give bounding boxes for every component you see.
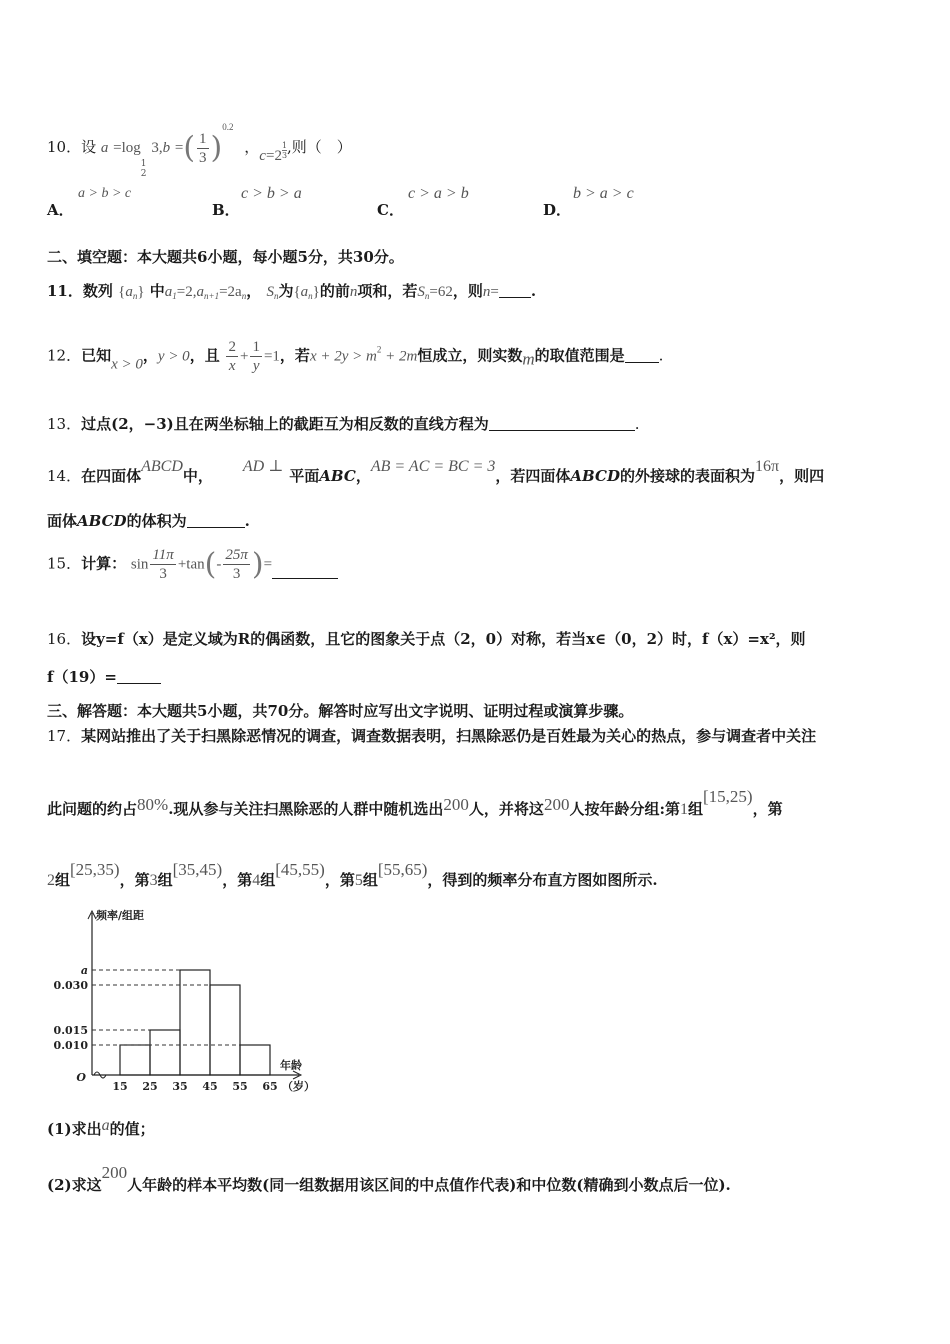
q11-n: n [349, 284, 358, 300]
q15-frac-1-den: 3 [159, 566, 167, 582]
q10-option-a-text: a > b > c [78, 186, 132, 201]
q10-comma: , [158, 140, 163, 156]
y-tick-label-1: 0.010 [53, 1039, 88, 1052]
q11-answer-blank[interactable] [499, 283, 531, 298]
q11-sn2: S [417, 284, 425, 300]
q10-lparen: ( [183, 130, 196, 166]
q14-eqs: AB = AC = BC = 3 [370, 458, 496, 475]
q14-text-9: 的体积为 [126, 512, 187, 530]
q10-option-d-label: D． [543, 201, 572, 219]
q17-l2-text-1: 此问题的约占 [47, 800, 138, 818]
histogram-bar-4 [210, 985, 240, 1075]
origin-label: O [76, 1071, 86, 1084]
q17-line-3 [47, 860, 658, 890]
q10-option-c-label: C． [377, 201, 404, 219]
q15-tan: tan [186, 556, 205, 573]
q11-number: 11． [47, 282, 83, 300]
q11-text-2: 中 [149, 282, 165, 300]
q12-cond-2: y > 0 [157, 348, 190, 365]
q13-answer-blank[interactable] [489, 416, 635, 431]
q12-frac-2-den: y [252, 358, 260, 374]
q10-frac-num: 1 [199, 130, 207, 147]
histogram-bar-1 [120, 1045, 150, 1075]
q17-line-2 [47, 787, 783, 819]
q17-sub2-text-1: 求这 [71, 1176, 102, 1194]
q10-eq: = [113, 140, 122, 156]
q17-text-1: 某网站推出了关于扫黑除恶情况的调查，调查数据表明，扫黑除恶仍是百姓最为关心的热点，参与调查者中关注 [81, 727, 817, 745]
q12-ineq-tail: + 2m [381, 348, 418, 365]
y-tick-label-4: a [80, 964, 88, 977]
q12-answer-blank[interactable] [625, 348, 659, 363]
q14-text-2: 中， [182, 467, 213, 485]
q12-text-3: ，且 [189, 346, 220, 365]
q14-line-1 [47, 456, 824, 486]
q11-an1-rhs: =2a [219, 284, 242, 300]
q10: 10．设 a =log 1 2 3,b =( $\frac{1}{3}$ )$^{0.2}$ ，c=2 $\frac{1}{3}$ ,则（ ） [47, 122, 352, 179]
q10-option-b-text: c > b > a [241, 185, 302, 202]
histogram-bar-3 [180, 970, 210, 1075]
q14-text-3: 平面 [289, 467, 320, 485]
q17-l2-text-2: .现从参与关注扫黑除恶的人群中随机选出 [168, 800, 444, 818]
q11-text-1: 数列 [82, 282, 113, 300]
q17-g5: 5 [354, 872, 363, 889]
q12-number: 12． [47, 346, 82, 365]
q17-l2-text-5: 组 [687, 800, 703, 818]
q14-line-2 [47, 510, 250, 531]
q17-n200b: 200 [543, 795, 570, 814]
q10-log-base-num: 1 [140, 159, 147, 169]
q14-text-5: ，若四面体 [495, 467, 571, 485]
x-tick-label-1: 15 [112, 1080, 128, 1093]
q16-text-1: 设y=f（x）是定义域为R的偶函数，且它的图象关于点（2，0）对称，若当x∈（0，2）时，f（x）=x²，则 [81, 630, 806, 648]
q14-text-6: 的外接球的表面积为 [619, 467, 755, 485]
q16-answer-blank[interactable] [117, 669, 161, 684]
q12-m: m [522, 349, 535, 369]
x-tick-label-5: 55 [232, 1080, 248, 1093]
q12-plus: + [239, 348, 249, 365]
histogram-bar-5 [240, 1045, 270, 1075]
q17-int3: [35,45) [172, 860, 223, 879]
q11-text-5: 的前 [319, 282, 350, 300]
q16-text-2: f（19）= [47, 668, 117, 686]
q10-c-base: 2 [274, 148, 282, 164]
q11-seq-a: a [125, 284, 133, 300]
q17-sub1-a: a [101, 1117, 110, 1134]
q10-option-c-text: c > a > b [408, 185, 469, 202]
q12-frac-2 [250, 338, 262, 375]
q15-eq: = [263, 556, 273, 573]
q17-int2: [25,35) [70, 860, 120, 879]
q17-sub2-n: 200 [101, 1163, 128, 1182]
q15-frac-2-den: 3 [232, 566, 241, 582]
q14-text-7: ，则四 [779, 467, 825, 485]
q15-frac-1 [150, 546, 175, 583]
q17-l3-text-7: 组 [362, 871, 378, 889]
q17-g4: 4 [252, 872, 261, 889]
q10-c: c [259, 148, 266, 164]
q10-a: a [100, 140, 109, 156]
x-tick-label-2: 25 [142, 1080, 158, 1093]
q17-n200: 200 [443, 795, 469, 814]
q17-sub1-text-2: 的值； [109, 1120, 155, 1138]
q10-option-b-label: B． [212, 201, 240, 219]
q17-sub2-text-2: 人年龄的样本平均数(同一组数据用该区间的中点值作代表)和中位数(精确到小数点后一位). [127, 1176, 731, 1194]
q15-rparen: ) [251, 547, 264, 582]
histogram-chart [44, 905, 334, 1095]
q17-sub1-label: (1) [47, 1120, 72, 1138]
q11-eq: = [490, 284, 499, 300]
q11-seq2: $\{a_n\}$ [293, 284, 320, 301]
q14-abcd-3: ABCD [77, 512, 127, 530]
x-tick-label-3: 35 [172, 1080, 188, 1093]
q10-log-arg: 3 [151, 140, 159, 156]
q15 [47, 546, 338, 583]
q14-text-8: 面体 [47, 512, 78, 530]
q17-l3-text-1: 组 [55, 871, 71, 889]
q10-fraction [197, 130, 209, 167]
section-2-heading: 二、填空题：本大题共6小题，每小题5分，共30分。 [47, 248, 404, 266]
q17-l3-text-6: ，第 [324, 871, 355, 889]
q15-sin: sin [130, 556, 149, 573]
q10-tail: ,则（ ） [287, 138, 352, 156]
q12-frac-1-den: x [228, 358, 236, 374]
q10-option-d-text: b > a > c [573, 185, 634, 202]
q14-abcd-2: ABCD [570, 467, 620, 485]
q17-sub-2 [47, 1163, 731, 1195]
q16-line-2 [47, 666, 161, 687]
q14-number: 14． [47, 467, 82, 485]
q14-answer-blank[interactable] [187, 513, 245, 528]
q12-ineq: x + 2y > m [309, 348, 377, 365]
q17-int5: [55,65) [377, 860, 428, 879]
q17-sub-1 [47, 1117, 155, 1139]
q11-seq: $\{a_n\}$ [118, 284, 145, 301]
q15-number: 15． [47, 554, 82, 573]
x-axis-unit: （岁） [282, 1080, 315, 1093]
q17-l3-text-5: 组 [260, 871, 276, 889]
q11-a1-sub: 1 [172, 291, 177, 301]
q15-frac-1-num: 11π [152, 547, 174, 563]
q11-seq-sub: n [132, 291, 138, 301]
x-tick-label-4: 45 [202, 1080, 218, 1093]
q11-text-6: 项和，若 [357, 282, 418, 300]
q17-g1: 1 [679, 801, 688, 818]
q13 [47, 413, 640, 434]
q17-int4: [45,55) [275, 860, 325, 879]
q11-seq2-a: a [300, 284, 309, 300]
q10-frac-den: 3 [199, 149, 207, 166]
q10-log-base [141, 159, 147, 179]
q17-l2-text-3: 人，并将这 [468, 800, 544, 818]
q12-text-4: ，若 [279, 346, 310, 365]
q11-sn2-sub: n [424, 291, 430, 301]
q12-frac-2-num: 1 [252, 339, 260, 355]
x-axis-label: 年龄 [280, 1059, 302, 1072]
q12-frac-1 [226, 338, 238, 375]
q17-l3-text-8: ，得到的频率分布直方图如图所示. [427, 871, 658, 889]
q10-c-exp-num: 1 [281, 141, 288, 150]
q12-eq1: =1 [263, 348, 280, 365]
q17-sub2-label: (2) [47, 1176, 72, 1194]
q11-a1-val: =2, [176, 284, 197, 300]
q14-ad: AD ⊥ [242, 458, 284, 475]
q17-l3-text-3: 组 [157, 871, 173, 889]
q11-text-3: ， [246, 282, 262, 300]
q11-an1-rhs-sub: n [241, 291, 247, 301]
q10-eq2: = [174, 140, 184, 156]
q17-l3-text-4: ，第 [222, 871, 253, 889]
q15-plus: + [177, 556, 187, 573]
q13-number: 13． [47, 415, 82, 433]
q11-an1: a [196, 284, 204, 300]
q10-b-exp: 0.2 [222, 122, 234, 132]
q10-c-exp-den: 3 [281, 151, 288, 160]
q11-text-7: ，则 [452, 282, 483, 300]
q11-sn-sub: n [273, 291, 279, 301]
q15-frac-2 [223, 546, 250, 583]
x-tick-label-6: 65 [262, 1080, 278, 1093]
q14-area: 16π [754, 458, 780, 475]
q12-end: . [658, 346, 664, 365]
q11-text-4: 为 [278, 282, 294, 300]
q17-pct: 80% [137, 795, 169, 814]
q14-abcd: ABCD [141, 458, 183, 475]
q13-end: . [634, 415, 640, 433]
q17-l3-text-2: ，第 [119, 871, 150, 889]
q14-text-4: ， [355, 467, 371, 485]
q11-end: . [530, 282, 537, 300]
q12-text-6: 的取值范围是 [534, 346, 625, 365]
q10-number: 10．设 [47, 138, 97, 156]
q15-lparen: ( [204, 547, 217, 582]
q12-frac-1-num: 2 [228, 339, 236, 355]
q10-rparen: ) [210, 130, 223, 166]
q17-l2-text-6: ，第 [752, 800, 783, 818]
q12-text-5: 恒成立，则实数 [417, 346, 523, 365]
q12-text-2: ， [142, 346, 158, 365]
q10-log-base-den: 2 [140, 169, 147, 179]
section-3-heading: 三、解答题：本大题共5小题，共70分。解答时应写出文字说明、证明过程或演算步骤。 [47, 702, 634, 720]
y-axis-label: 频率/组距 [96, 909, 145, 922]
q10-log: log [121, 140, 141, 156]
q13-text: 过点(2，−3)且在两坐标轴上的截距互为相反数的直线方程为 [81, 415, 489, 433]
q14-text-1: 在四面体 [81, 467, 142, 485]
q11-an1-sub: n+1 [204, 291, 220, 301]
q11-seq2-sub: n [308, 291, 313, 301]
q12 [47, 338, 663, 375]
q16-line-1 [47, 628, 806, 649]
q17-int1: [15,25) [703, 787, 753, 806]
q17-g2: 2 [47, 872, 55, 889]
q11-sn: S [266, 284, 274, 300]
q15-minus: - [216, 556, 222, 573]
q11-a1: a [164, 284, 173, 300]
q12-cond-1: x > 0 [111, 356, 143, 373]
q17-number: 17． [47, 727, 82, 745]
q17-line-1 [47, 725, 816, 746]
q15-answer-blank[interactable] [272, 564, 338, 579]
q10-eq3: = [265, 148, 275, 164]
q17-g3: 3 [149, 872, 158, 889]
q10-b: b [162, 140, 171, 156]
q10-option-a-label: A． [47, 201, 74, 219]
q15-frac-2-num: 25π [225, 547, 248, 563]
q11-sn-val: =62 [429, 284, 453, 300]
q12-sq: 2 [376, 344, 382, 355]
q17-sub1-text-1: 求出 [71, 1120, 102, 1138]
q15-text-1: 计算： [81, 554, 127, 573]
q11-n2: n [482, 284, 491, 300]
q14-abc: ABC [319, 467, 356, 485]
q12-text-1: 已知 [81, 346, 112, 365]
histogram-bar-2 [150, 1030, 180, 1075]
y-tick-label-3: 0.030 [53, 979, 88, 992]
q17-l2-text-4: 人按年龄分组:第 [569, 800, 680, 818]
y-tick-label-2: 0.015 [53, 1024, 88, 1037]
q16-number: 16． [47, 630, 82, 648]
q14-end: . [244, 512, 250, 530]
q11 [47, 280, 536, 301]
